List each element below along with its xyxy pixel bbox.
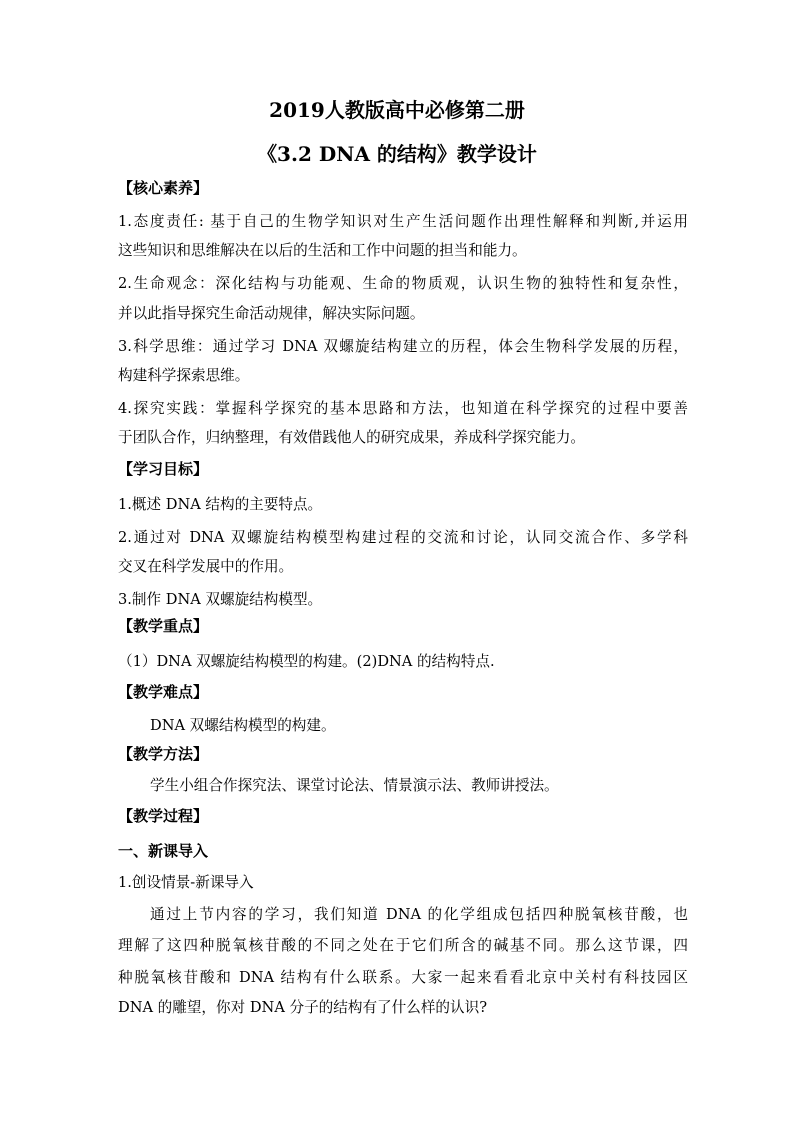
learning-goal-2-line1: 2.通过对 DNA 双螺旋结构模型构建过程的交流和讨论，认同交流合作、多学科 [118,529,688,546]
learning-goal-3: 3.制作 DNA 双螺旋结构模型。 [118,591,323,608]
learning-goals-heading: 【学习目标】 [118,460,209,478]
core-literacy-heading: 【核心素养】 [118,179,209,197]
core-literacy-p3-line1: 3.科学思维：通过学习 DNA 双螺旋结构建立的历程，体会生物科学发展的历程， [118,338,688,355]
process-paragraph-line2: 理解了这四种脱氧核苷酸的不同之处在于它们所含的碱基不同。那么这节课，四 [118,937,688,954]
process-section-1: 一、新课导入 [118,842,209,860]
key-points-text: （1）DNA 双螺旋结构模型的构建。(2)DNA 的结构特点. [118,653,495,670]
document-title-line1: 2019人教版高中必修第二册 [269,98,525,122]
core-literacy-p2-line2: 并以此指导探究生命活动规律，解决实际问题。 [118,305,425,322]
core-literacy-p1-line2: 这些知识和思维解决在以后的生活和工作中问题的担当和能力。 [118,242,527,259]
methods-text: 学生小组合作探究法、课堂讨论法、情景演示法、教师讲授法。 [150,777,559,794]
document-title-line2: 《3.2 DNA 的结构》教学设计 [257,142,537,166]
core-literacy-p4-line1: 4.探究实践：掌握科学探究的基本思路和方法，也知道在科学探究的过程中要善 [118,400,688,417]
process-paragraph-line4: DNA 的雕望，你对 DNA 分子的结构有了什么样的认识? [118,999,488,1016]
core-literacy-p2-line1: 2.生命观念：深化结构与功能观、生命的物质观，认识生物的独特性和复杂性， [118,275,688,292]
process-paragraph-line1: 通过上节内容的学习，我们知道 DNA 的化学组成包括四种脱氧核苷酸，也 [150,906,688,923]
core-literacy-p3-line2: 构建科学探索思维。 [118,367,250,384]
process-subsection-1: 1.创设情景-新课导入 [118,874,254,891]
core-literacy-p4-line2: 于团队合作，归纳整理，有效借践他人的研究成果，养成科学探究能力。 [118,429,586,446]
process-heading: 【教学过程】 [118,807,209,825]
process-paragraph-line3: 种脱氧核苷酸和 DNA 结构有什么联系。大家一起来看看北京中关村有科技园区 [118,969,688,986]
key-points-heading: 【教学重点】 [118,617,209,635]
difficulties-heading: 【教学难点】 [118,683,209,701]
learning-goal-1: 1.概述 DNA 结构的主要特点。 [118,496,323,513]
methods-heading: 【教学方法】 [118,745,209,763]
core-literacy-p1-line1: 1.态度责任: 基于自己的生物学知识对生产生活问题作出理性解释和判断,并运用 [118,213,688,230]
difficulties-text: DNA 双螺结构模型的构建。 [150,717,336,734]
learning-goal-2-line2: 交叉在科学发展中的作用。 [118,558,294,575]
